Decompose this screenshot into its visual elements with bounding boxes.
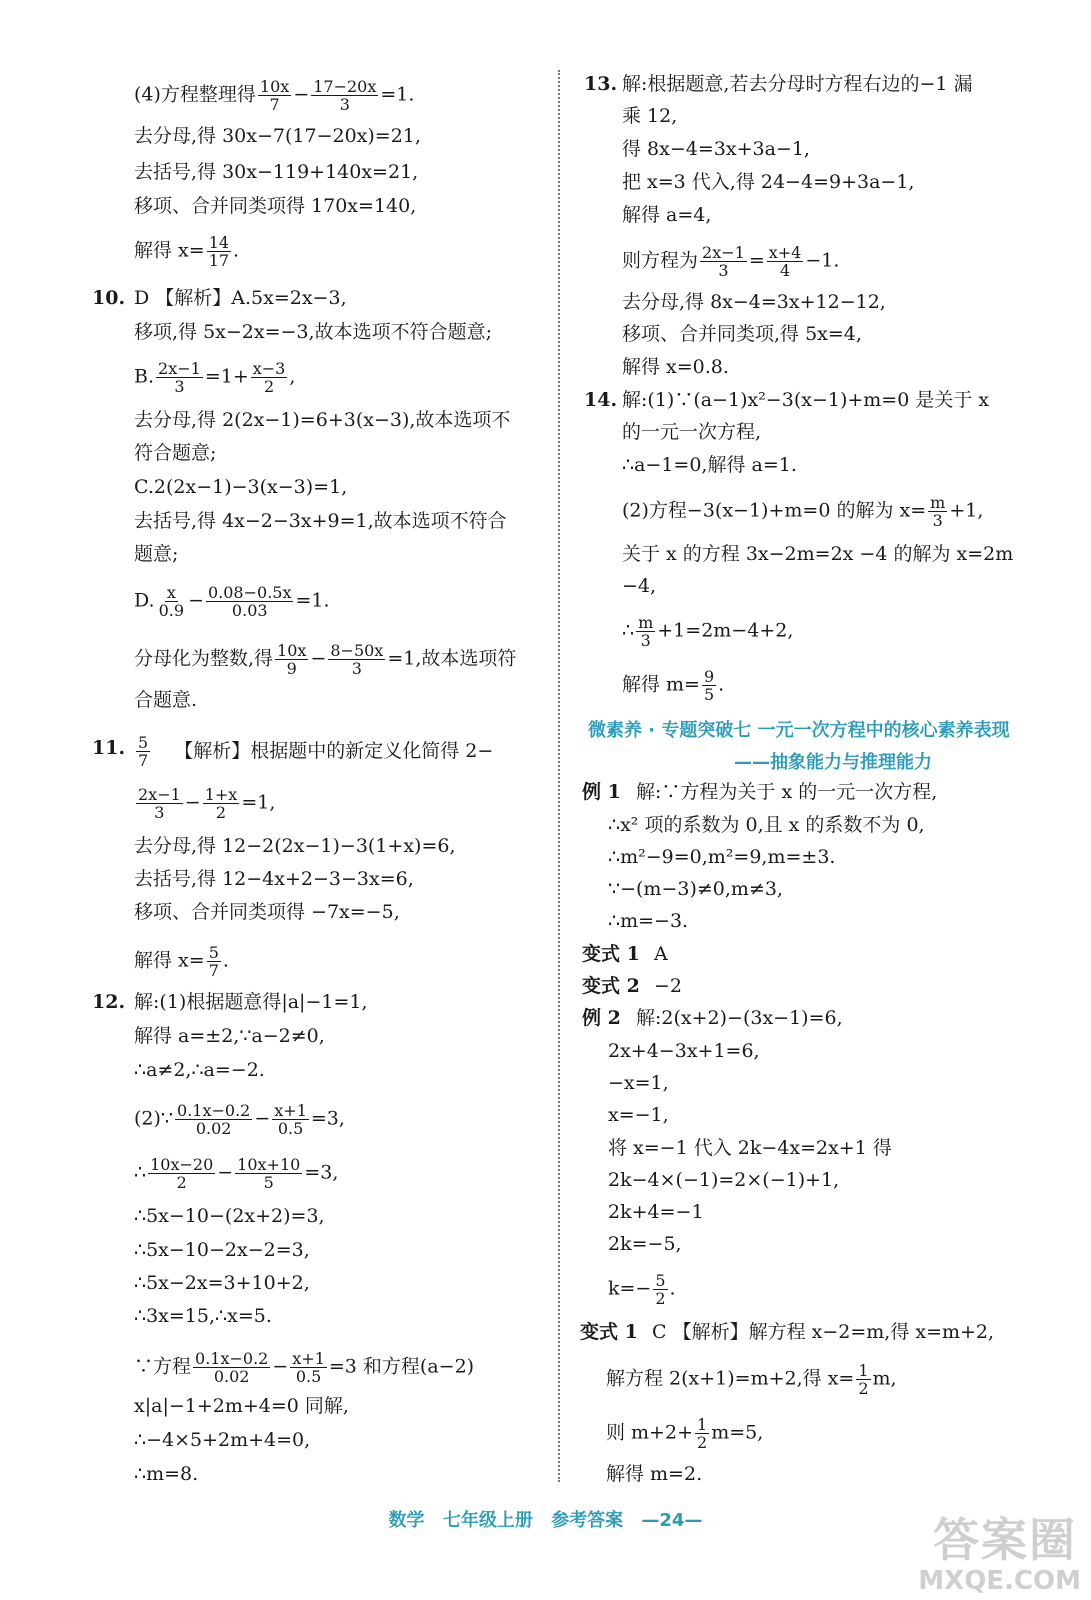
q13-line-8: 移项、合并同类项,得 5x=4, [622, 323, 862, 345]
section-title: 微素养 · 专题突破七 一元一次方程中的核心素养表现 [588, 720, 1010, 741]
fraction: $\frac{10x+10}{5}$ [237, 1155, 301, 1192]
q11-line-1: $\frac{5}{7}$ 【解析】根据题中的新定义化简得 2− [138, 733, 494, 770]
question-number-14: 14. [584, 389, 618, 411]
ex1-line-5: ∴m=−3. [608, 910, 689, 932]
q10-line-8: 题意; [134, 543, 179, 565]
q12-line-6: ∴5x−10−(2x+2)=3, [134, 1205, 325, 1227]
q10-line-7: 去括号,得 4x−2−3x+9=1,故本选项不符合 [134, 510, 507, 532]
q12-line-10: ∵方程 $\frac{0.1x-0.2}{0.02}$ − $\frac{x+1}{0.5}$ =3 和方程(a−2) [134, 1349, 475, 1386]
q13-line-3: 得 8x−4=3x+3a−1, [622, 138, 810, 160]
variant-1-answer: A [654, 943, 668, 965]
ex1-line-2: ∴x² 项的系数为 0,且 x 的系数不为 0, [608, 814, 925, 836]
v1b-line-3: 则 m+2+ $\frac{1}{2}$ m=5, [606, 1415, 764, 1452]
watermark-title: 答案圈 [933, 1513, 1077, 1567]
fraction: $\frac{10x}{9}$ [277, 641, 307, 678]
ex2-line-4: x=−1, [608, 1104, 669, 1126]
fraction: $\frac{14}{17}$ [208, 233, 230, 270]
fraction: $\frac{x}{0.9}$ [158, 583, 185, 620]
q14-line-3: ∴a−1=0,解得 a=1. [622, 454, 797, 476]
q13-line-4: 把 x=3 代入,得 24−4=9+3a−1, [622, 171, 915, 193]
fraction: $\frac{5}{7}$ [208, 943, 219, 980]
q12-line-13: ∴m=8. [134, 1463, 199, 1485]
fraction: $\frac{x+4}{4}$ [768, 243, 802, 280]
fraction: $\frac{5}{7}$ [138, 733, 149, 770]
text: (4)方程整理得 [134, 83, 256, 106]
fraction: $\frac{x+1}{0.5}$ [292, 1349, 325, 1386]
section-subtitle: ——抽象能力与推理能力 [734, 752, 932, 773]
variant-2-answer: −2 [654, 975, 683, 997]
q10-line-1: D 【解析】A.5x=2x−3, [134, 287, 347, 309]
p4-line-2: 去分母,得 30x−7(17−20x)=21, [134, 125, 421, 147]
q13-line-6: 则方程为 $\frac{2x-1}{3}$ = $\frac{x+4}{4}$ −1. [622, 243, 840, 280]
ex2-line-6: 2k−4×(−1)=2×(−1)+1, [608, 1169, 840, 1191]
fraction: $\frac{17-20x}{3}$ [313, 77, 377, 114]
q12-line-5: ∴ $\frac{10x-20}{2}$ − $\frac{10x+10}{5}$ =3, [134, 1155, 339, 1192]
q11-line-4: 去括号,得 12−4x+2−3−3x=6, [134, 868, 414, 890]
p4-line-4: 移项、合并同类项得 170x=140, [134, 195, 417, 217]
q10-line-2: 移项,得 5x−2x=−3,故本选项不符合题意; [134, 321, 492, 343]
q10-line-4: 去分母,得 2(2x−1)=6+3(x−3),故本选项不 [134, 409, 511, 431]
q12-line-12: ∴−4×5+2m+4=0, [134, 1429, 311, 1451]
q14-line-7: ∴ $\frac{m}{3}$ +1=2m−4+2, [622, 613, 794, 650]
fraction: $\frac{9}{5}$ [703, 667, 715, 704]
fraction: $\frac{10x}{7}$ [259, 77, 290, 114]
column-divider [558, 70, 560, 1482]
ex2-line-3: −x=1, [608, 1072, 669, 1094]
ex2-line-2: 2x+4−3x+1=6, [608, 1040, 760, 1062]
q13-line-7: 去分母,得 8x−4=3x+12−12, [622, 291, 886, 313]
q10-line-3: B. $\frac{2x-1}{3}$ =1+ $\frac{x-3}{2}$ , [134, 359, 296, 396]
ex2-line-8: 2k=−5, [608, 1233, 682, 1255]
ex2-line-9: k=− $\frac{5}{2}$ . [608, 1271, 676, 1308]
variant-2-label: 变式 2 [582, 975, 640, 997]
example-2-label: 例 2 [582, 1007, 621, 1029]
q12-line-9: ∴3x=15,∴x=5. [134, 1305, 272, 1327]
fraction: $\frac{x-3}{2}$ [252, 359, 286, 396]
question-number-10: 10. [92, 287, 126, 309]
q12-line-1: 解:(1)根据题意得|a|−1=1, [134, 991, 368, 1013]
v1b-line-2: 解方程 2(x+1)=m+2,得 x= $\frac{1}{2}$ m, [606, 1361, 897, 1398]
variant-1b-label: 变式 1 [580, 1321, 638, 1343]
example-1-label: 例 1 [582, 781, 621, 803]
footer-subject: 数学 [388, 1510, 425, 1531]
q10-line-5: 符合题意; [134, 442, 217, 464]
q13-line-1: 解:根据题意,若去分母时方程右边的−1 漏 [622, 73, 973, 95]
q11-line-6: 解得 x= $\frac{5}{7}$ . [134, 943, 229, 980]
watermark-logo [875, 1504, 1085, 1596]
footer-grade: 七年级上册 [442, 1510, 533, 1531]
p4-line-3: 去括号,得 30x−119+140x=21, [134, 161, 419, 183]
fraction: $\frac{x+1}{0.5}$ [274, 1101, 307, 1138]
q14-line-6: −4, [622, 575, 657, 597]
footer-label: 参考答案 [551, 1510, 624, 1531]
ex1-line-4: ∵−(m−3)≠0,m≠3, [608, 878, 783, 900]
q13-line-2: 乘 12, [622, 105, 678, 127]
q12-line-8: ∴5x−2x=3+10+2, [134, 1272, 310, 1294]
ex1-line-3: ∴m²−9=0,m²=9,m=±3. [608, 846, 836, 868]
q12-line-3: ∴a≠2,∴a=−2. [134, 1059, 265, 1081]
q14-line-5: 关于 x 的方程 3x−2m=2x −4 的解为 x=2m [622, 543, 1014, 565]
fraction: $\frac{1}{2}$ [858, 1361, 869, 1398]
q10-line-11: 合题意. [134, 689, 198, 711]
q10-line-10: 分母化为整数,得 $\frac{10x}{9}$ − $\frac{8-50x}{3}$ =1,故本选项符 [134, 641, 517, 678]
fraction: $\frac{1+x}{2}$ [204, 785, 238, 822]
ex1-line-1: 解:∵方程为关于 x 的一元一次方程, [636, 781, 938, 803]
q13-line-9: 解得 x=0.8. [622, 356, 729, 378]
v1b-line-1: C 【解析】解方程 x−2=m,得 x=m+2, [652, 1321, 995, 1343]
fraction: $\frac{10x-20}{2}$ [150, 1155, 214, 1192]
question-number-12: 12. [92, 991, 126, 1013]
fraction: $\frac{8-50x}{3}$ [330, 641, 384, 678]
fraction: $\frac{m}{3}$ [930, 493, 946, 530]
fraction: $\frac{5}{2}$ [655, 1271, 666, 1308]
q12-line-2: 解得 a=±2,∵a−2≠0, [134, 1025, 325, 1047]
watermark-url: MXQE.COM [918, 1566, 1081, 1596]
q12-line-4: (2)∵ $\frac{0.1x-0.2}{0.02}$ − $\frac{x+1}{0.5}$ =3, [134, 1101, 345, 1138]
q11-line-3: 去分母,得 12−2(2x−1)−3(1+x)=6, [134, 835, 456, 857]
p4-line-1: (4)方程整理得 $\frac{10x}{7}$ − $\frac{17-20x}{3}$ =1. [134, 77, 415, 114]
fraction: $\frac{2x-1}{3}$ [138, 785, 181, 822]
variant-1-label: 变式 1 [582, 943, 640, 965]
ex2-line-1: 解:2(x+2)−(3x−1)=6, [636, 1007, 843, 1029]
q10-line-6: C.2(2x−1)−3(x−3)=1, [134, 476, 348, 498]
q11-line-2: $\frac{2x-1}{3}$ − $\frac{1+x}{2}$ =1, [138, 785, 276, 822]
q14-line-1: 解:(1)∵(a−1)x²−3(x−1)+m=0 是关于 x [622, 389, 990, 411]
q14-line-4: (2)方程−3(x−1)+m=0 的解为 x= $\frac{m}{3}$ +1, [622, 493, 984, 530]
fraction: $\frac{1}{2}$ [697, 1415, 708, 1452]
q14-line-2: 的一元一次方程, [622, 421, 762, 443]
question-number-11: 11. [92, 737, 126, 759]
q12-line-11: x|a|−1+2m+4=0 同解, [134, 1395, 349, 1417]
question-number-13: 13. [584, 73, 618, 95]
footer-page-number: —24— [641, 1510, 703, 1531]
v1b-line-4: 解得 m=2. [606, 1463, 703, 1485]
fraction: $\frac{2x-1}{3}$ [158, 359, 201, 396]
ex2-line-5: 将 x=−1 代入 2k−4x=2x+1 得 [608, 1137, 892, 1159]
q12-line-7: ∴5x−10−2x−2=3, [134, 1239, 310, 1261]
q13-line-5: 解得 a=4, [622, 204, 712, 226]
p4-line-5: 解得 x= $\frac{14}{17}$ . [134, 233, 240, 270]
fraction: $\frac{0.1x-0.2}{0.02}$ [195, 1349, 269, 1386]
q11-line-5: 移项、合并同类项得 −7x=−5, [134, 901, 400, 923]
fraction: $\frac{m}{3}$ [638, 613, 654, 650]
fraction: $\frac{0.08-0.5x}{0.03}$ [207, 583, 292, 620]
fraction: $\frac{0.1x-0.2}{0.02}$ [177, 1101, 251, 1138]
q14-line-8: 解得 m= $\frac{9}{5}$ . [622, 667, 725, 704]
ex2-line-7: 2k+4=−1 [608, 1201, 704, 1223]
fraction: $\frac{2x-1}{3}$ [702, 243, 745, 280]
q10-line-9: D. $\frac{x}{0.9}$ − $\frac{0.08-0.5x}{0.03}$ =1. [134, 583, 330, 620]
